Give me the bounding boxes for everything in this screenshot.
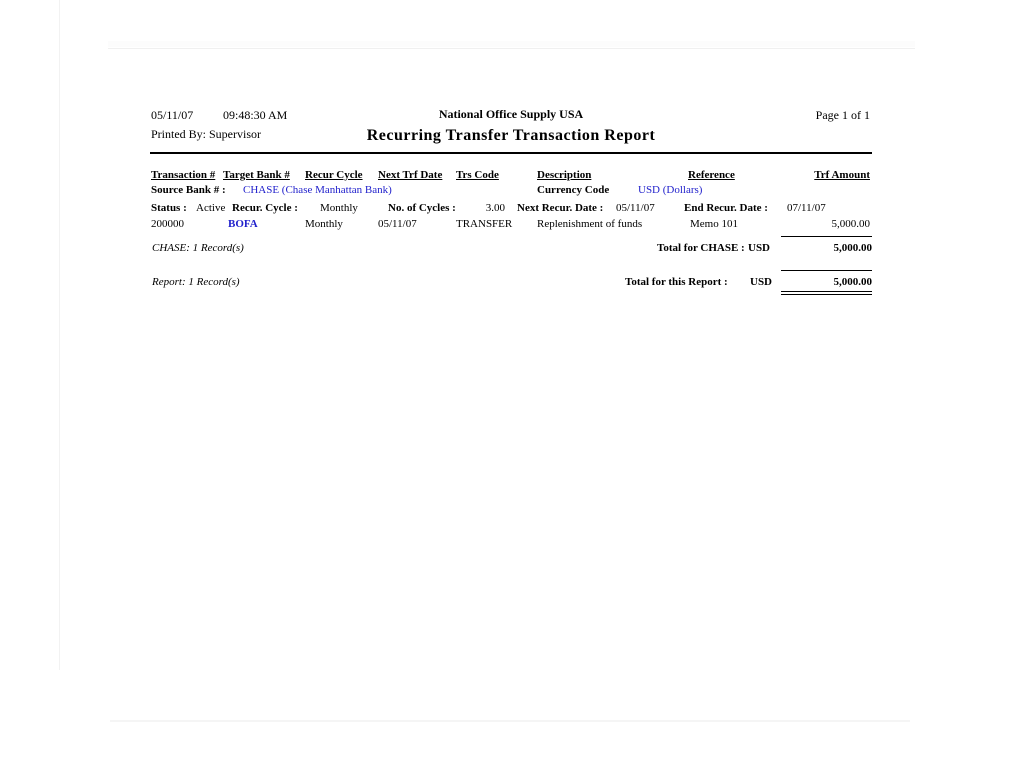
company-name: National Office Supply USA (438, 107, 584, 121)
header-rule (150, 152, 872, 154)
group-total-label: Total for CHASE : (657, 242, 745, 254)
group-total-amount: 5,000.00 (833, 242, 872, 254)
recur-cycle-label: Recur. Cycle : (232, 202, 298, 214)
source-bank-value: CHASE (Chase Manhattan Bank) (243, 184, 392, 196)
report-total-amount: 5,000.00 (833, 276, 872, 288)
currency-code-value: USD (Dollars) (638, 184, 703, 196)
col-header-trf-amount: Trf Amount (814, 169, 870, 181)
cell-next-trf-date: 05/11/07 (378, 218, 417, 230)
cell-trs-code: TRANSFER (456, 218, 513, 230)
page-number: Page 1 of 1 (815, 108, 870, 122)
col-header-reference: Reference (688, 169, 735, 181)
col-header-transaction: Transaction # (151, 169, 216, 181)
page-bottom-line (110, 720, 910, 722)
currency-code-label: Currency Code (537, 184, 610, 196)
col-header-target-bank: Target Bank # (223, 169, 290, 181)
no-of-cycles-value: 3.00 (485, 202, 505, 214)
status-label: Status : (151, 202, 187, 214)
report-time: 09:48:30 AM (223, 108, 288, 122)
cell-recur-cycle: Monthly (305, 218, 343, 230)
end-recur-date-value: 07/11/07 (787, 202, 826, 214)
cell-trf-amount: 5,000.00 (831, 218, 870, 230)
ghost-header-line (108, 48, 915, 49)
group-total-currency: USD (748, 242, 771, 254)
report-total-rule (781, 270, 872, 271)
col-header-recur-cycle: Recur Cycle (305, 169, 363, 181)
report-total-currency: USD (750, 276, 773, 288)
cell-description: Replenishment of funds (537, 218, 643, 230)
next-recur-date-value: 05/11/07 (616, 202, 655, 214)
next-recur-date-label: Next Recur. Date : (517, 202, 604, 214)
group-total-rule (781, 236, 872, 237)
source-bank-label: Source Bank # : (151, 184, 226, 196)
col-header-next-trf-date: Next Trf Date (378, 169, 443, 181)
end-recur-date-label: End Recur. Date : (684, 202, 768, 214)
printed-by: Printed By: Supervisor (151, 127, 261, 141)
report-date: 05/11/07 (151, 108, 194, 122)
report-total-double-rule-bottom (781, 294, 872, 295)
ghost-header-band (108, 41, 915, 47)
cell-transaction-no: 200000 (151, 218, 184, 230)
page-edge-vertical-line (59, 0, 60, 670)
report-total-label: Total for this Report : (625, 276, 728, 288)
cell-reference: Memo 101 (690, 218, 738, 230)
cell-target-bank: BOFA (228, 218, 258, 230)
col-header-description: Description (537, 169, 592, 181)
recur-cycle-value: Monthly (320, 202, 358, 214)
group-record-count: CHASE: 1 Record(s) (152, 242, 244, 254)
col-header-trs-code: Trs Code (456, 169, 499, 181)
report-title: Recurring Transfer Transaction Report (366, 127, 656, 144)
no-of-cycles-label: No. of Cycles : (388, 202, 456, 214)
report-record-count: Report: 1 Record(s) (152, 276, 240, 288)
report-total-double-rule-top (781, 291, 872, 292)
status-value: Active (196, 202, 226, 214)
